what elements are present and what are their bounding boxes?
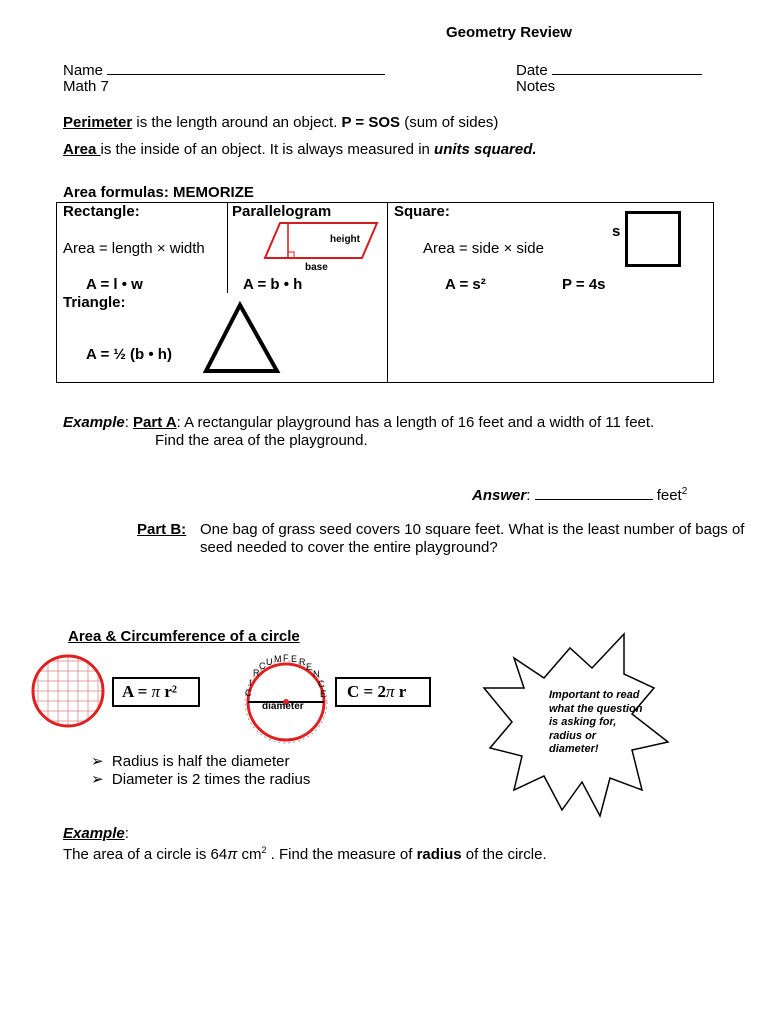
triangle-icon <box>203 300 283 376</box>
circ-letter: C <box>259 661 266 671</box>
callout-line: radius or <box>549 729 597 742</box>
rectangle-text: Area = length × width <box>63 240 205 257</box>
area-text: is the inside of an object. It is always measured in <box>100 141 435 158</box>
square-icon <box>625 211 681 267</box>
circ-letter: E <box>306 662 313 672</box>
class-label: Math 7 <box>63 78 109 95</box>
square-side-label: s <box>612 223 621 240</box>
parallelogram-title: Parallelogram <box>232 203 332 220</box>
circ-letter: C <box>245 688 252 698</box>
example2-text <box>63 845 547 863</box>
circumference-formula-box <box>335 677 431 707</box>
example2-unit-exp: 2 <box>261 845 267 855</box>
bullet-text: Radius is half the diameter <box>111 753 290 770</box>
circ-letter: E <box>291 654 298 664</box>
square-text: Area = side × side <box>423 240 544 257</box>
triangle-formula: A = ½ (b • h) <box>86 346 172 363</box>
triangle-title: Triangle: <box>63 294 126 311</box>
circ-letter: C <box>318 679 325 689</box>
height-label: height <box>330 234 360 245</box>
circ-formula-suffix: r <box>394 682 407 701</box>
bullet-item <box>91 770 310 788</box>
example2-bold-word: radius <box>416 846 462 863</box>
answer-exp: 2 <box>681 486 688 497</box>
circ-letter: U <box>266 657 273 667</box>
area-definition <box>63 141 537 158</box>
bullet-item <box>91 752 290 770</box>
table-divider-vertical-2 <box>227 203 228 293</box>
circ-letter: I <box>249 678 252 688</box>
square-perimeter-formula: P = 4s <box>562 276 606 293</box>
diameter-label: diameter <box>262 701 304 712</box>
part-b-label: Part B: <box>137 521 187 538</box>
pi-symbol: π <box>385 682 395 701</box>
example2-unit: cm <box>237 846 262 863</box>
part-a-text2: Find the area of the playground. <box>155 432 368 449</box>
example1-part-a: Example: Part A: A rectangular playground has a length of 16 feet and a width of 11 feet. <box>63 414 655 431</box>
example2-heading: Example: <box>63 825 129 842</box>
square-area-formula: A = s² <box>445 276 486 293</box>
parallelogram-formula: A = b • h <box>243 276 303 293</box>
perimeter-text: is the length around an object. <box>132 114 342 131</box>
callout-text <box>549 689 643 757</box>
perimeter-formula: P = SOS <box>341 114 401 131</box>
perimeter-term: Perimeter <box>63 114 133 131</box>
date-field[interactable] <box>516 60 702 79</box>
circle-heading: Area & Circumference of a circle <box>68 628 300 645</box>
answer-field[interactable]: Answer: feet$^2$ <box>472 486 688 504</box>
callout-line: is asking for, <box>549 716 617 728</box>
bullet-text: Diameter is 2 times the radius <box>111 771 311 788</box>
answer-unit: feet <box>656 487 682 504</box>
date-line <box>552 60 702 75</box>
area-formula-suffix: r² <box>160 682 177 701</box>
answer-line <box>535 485 653 500</box>
formulas-heading: Area formulas: MEMORIZE <box>63 184 254 201</box>
area-formula-box <box>112 677 200 707</box>
callout-line: Important to read <box>549 689 640 701</box>
part-b-text1: One bag of grass seed covers 10 square feet. What is the least number of bags of <box>200 521 745 538</box>
part-b-text2: seed needed to cover the entire playground? <box>200 539 498 556</box>
square-title: Square: <box>394 203 450 220</box>
page-title: Geometry Review <box>446 24 572 41</box>
notes-label: Notes <box>516 78 556 95</box>
area-units: units squared. <box>434 141 537 158</box>
example2-text-middle: . Find the measure of <box>266 846 417 863</box>
callout-line: diameter! <box>549 743 599 755</box>
area-term: Area <box>63 141 101 158</box>
pi-symbol: π <box>227 846 238 863</box>
table-divider-vertical <box>387 203 388 382</box>
circ-letter: R <box>299 657 306 667</box>
example2-text-suffix: of the circle. <box>461 846 547 863</box>
circ-letter: E <box>320 689 327 699</box>
perimeter-note: (sum of sides) <box>400 114 499 131</box>
area-formula-prefix: A = <box>122 682 152 701</box>
callout-line: what the question <box>549 702 643 715</box>
arrow-bullet-icon: ➢ <box>91 753 104 770</box>
circ-formula-prefix: C = 2 <box>347 682 386 701</box>
part-a-label: Part A <box>133 414 177 431</box>
rectangle-title: Rectangle: <box>63 203 140 220</box>
example1-label: Example <box>63 414 125 431</box>
answer-label: Answer <box>472 487 527 504</box>
circ-letter: F <box>283 653 289 663</box>
name-label: Name <box>63 62 104 79</box>
rectangle-formula: A = l • w <box>86 276 143 293</box>
circ-letter: M <box>274 654 282 664</box>
base-label: base <box>305 262 328 273</box>
circ-letter: N <box>313 669 320 679</box>
example2-text-prefix: The area of a circle is 64 <box>63 846 228 863</box>
name-line <box>107 60 385 75</box>
part-a-text: : A rectangular playground has a length of 16 feet and a width of 11 feet. <box>176 414 655 431</box>
date-label: Date <box>516 62 548 79</box>
perimeter-definition <box>63 114 498 131</box>
name-field[interactable] <box>63 60 385 79</box>
arrow-bullet-icon: ➢ <box>91 771 104 788</box>
circle-grid-icon <box>30 653 106 729</box>
pi-symbol: π <box>151 682 161 701</box>
example2-label: Example <box>63 825 125 842</box>
circ-letter: R <box>253 668 260 678</box>
